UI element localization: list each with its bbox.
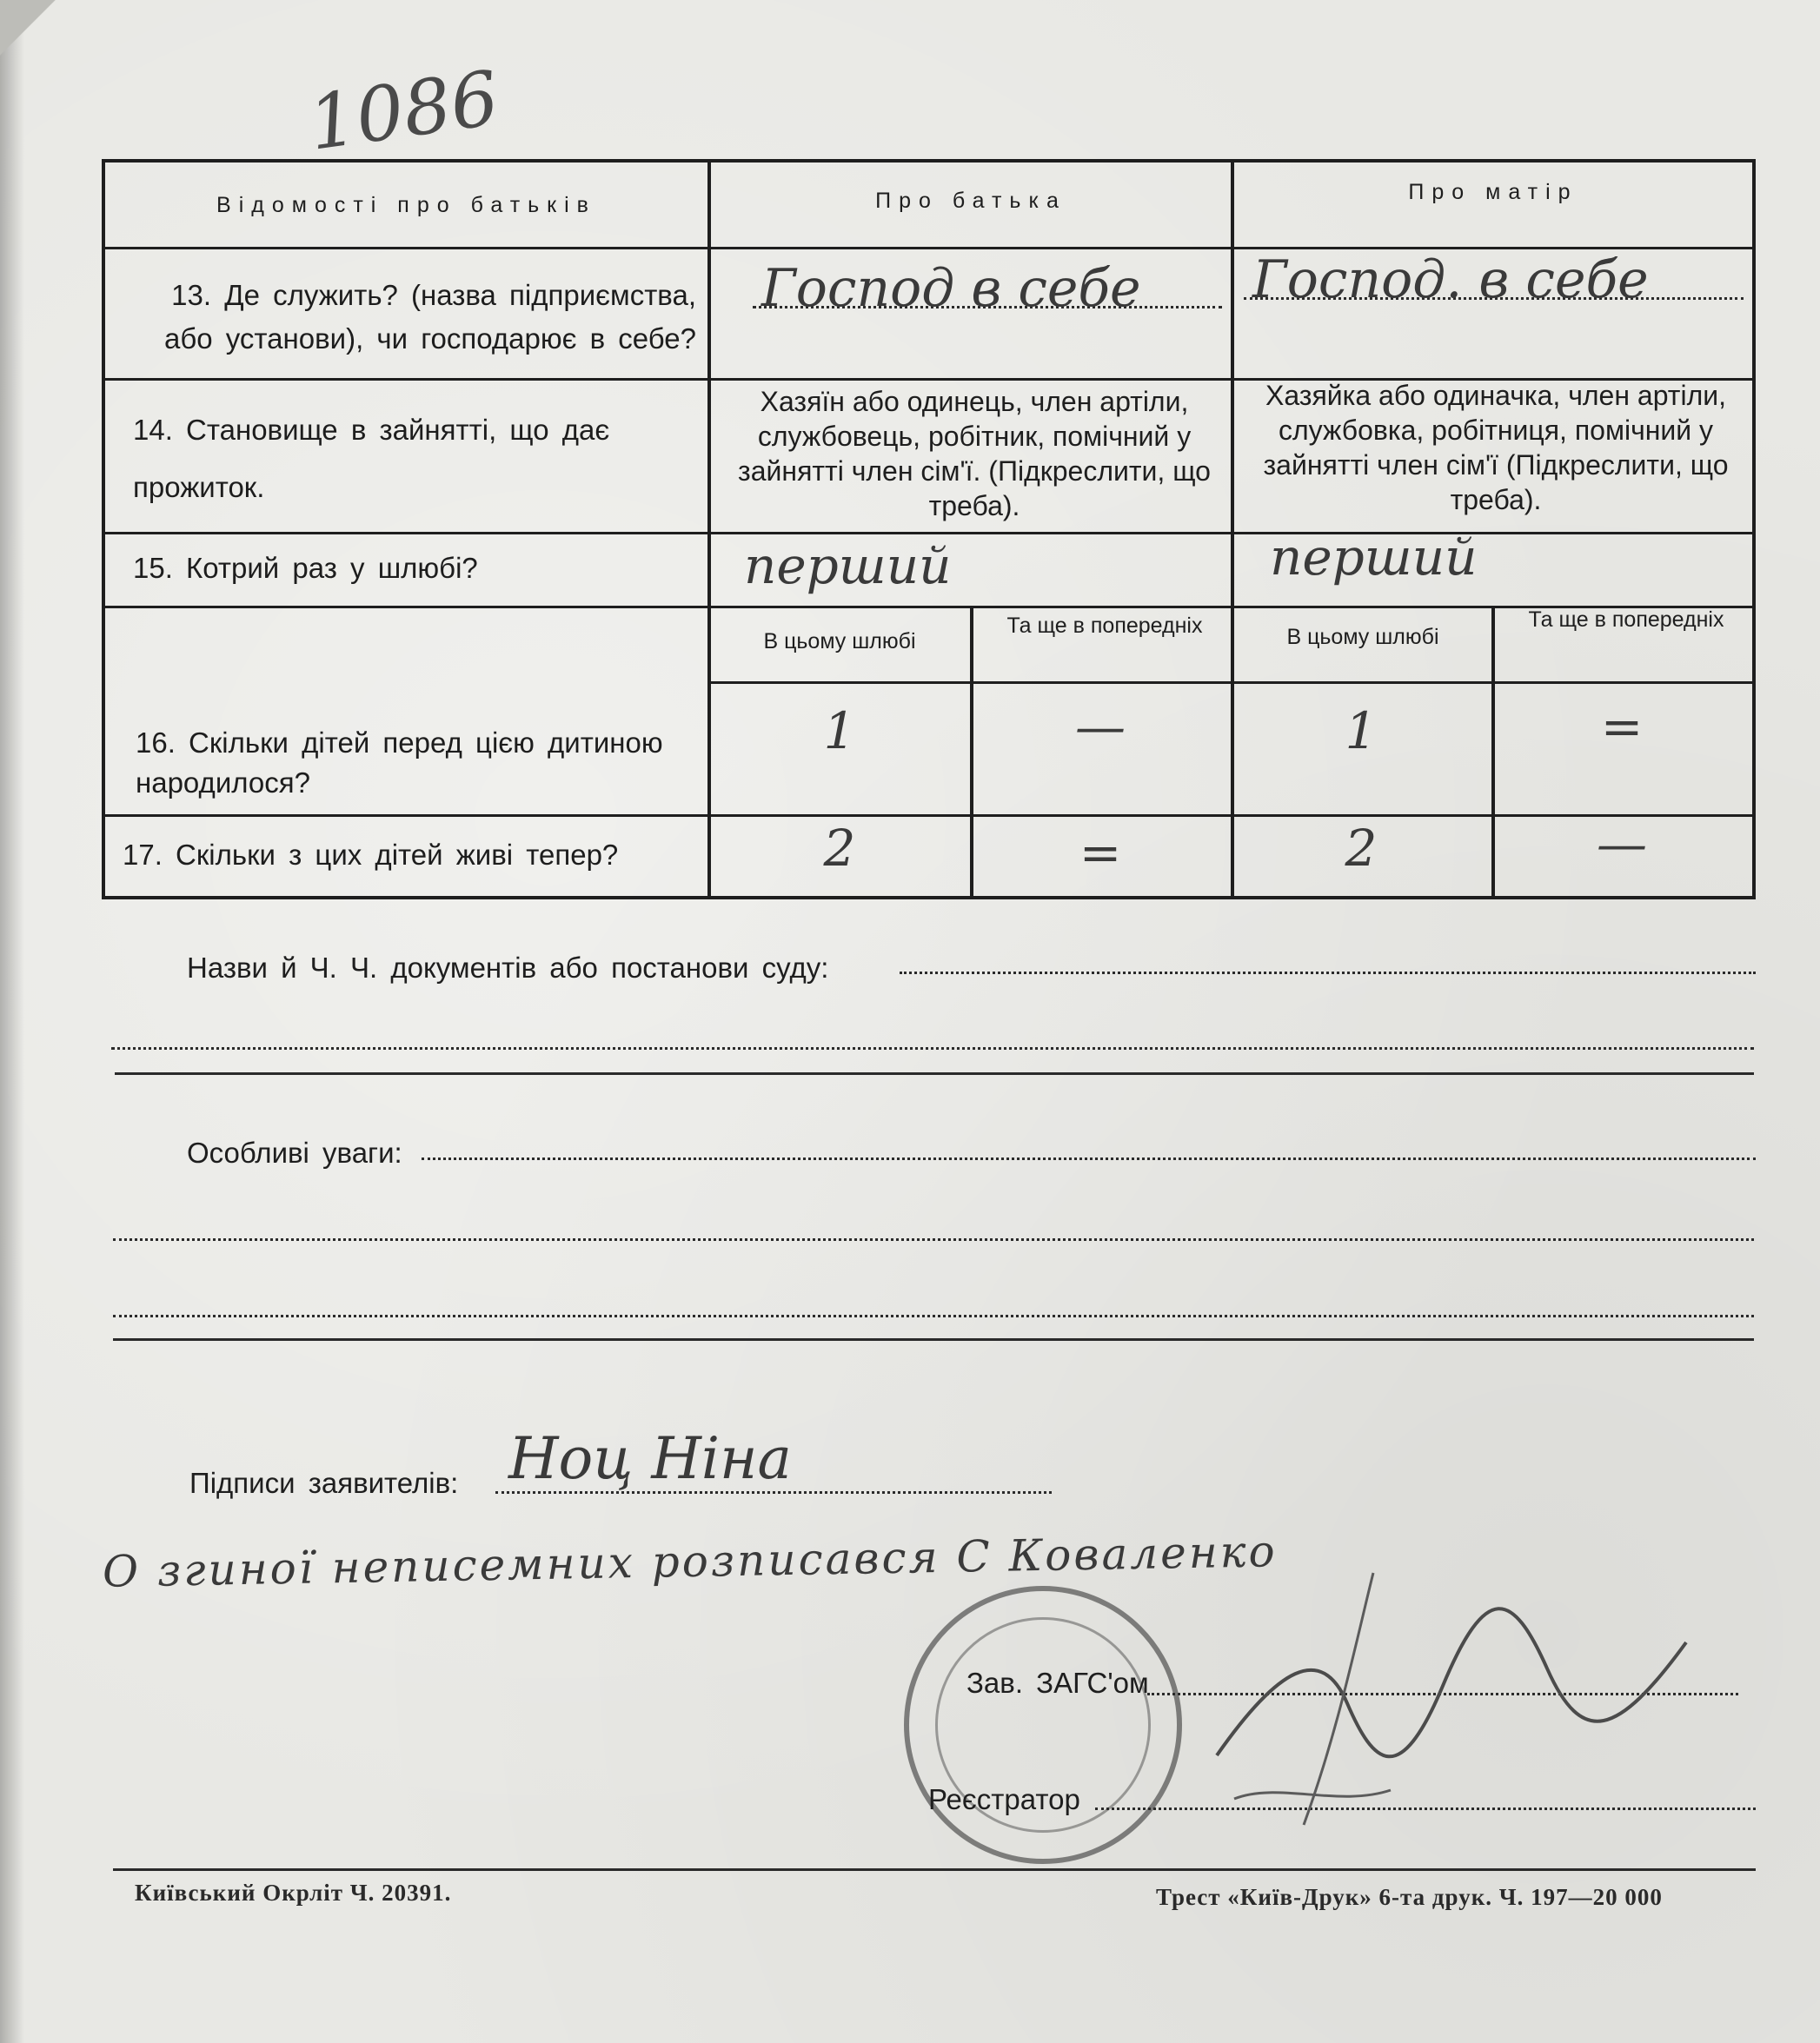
question-13: 13. Де служить? (назва підприємства, або установи), чи господарює в себе? [164,279,696,355]
column-divider [1491,606,1495,897]
father-workplace-answer: Господ в себе [761,258,1141,319]
mother-marriage-count-answer: перший [1270,527,1478,587]
father-marriage-count-answer: перший [744,536,952,595]
mother-children-this-marriage: 1 [1345,701,1378,760]
documents-input-line-2[interactable] [111,1047,1754,1050]
printer-note-right: Трест «Київ-Друк» 6-та друк. Ч. 197—20 000 [1156,1884,1663,1910]
documents-label: Назви й Ч. Ч. документів або постанови суду: [187,952,829,984]
mother-children-alive-this-marriage: 2 [1345,819,1378,878]
row-divider [105,606,1752,608]
printer-note-left: Київський Окрліт Ч. 20391. [135,1880,452,1906]
question-14: 14. Становище в зайнятті, що дає прожиток. [133,414,610,503]
subheader-mother-previous: Та ще в попередніх [1528,607,1724,632]
applicant-signature: Ноц Ніна [508,1425,792,1492]
folded-corner [0,0,61,61]
illiteracy-note: О згиної неписемних розписався С Коваленко [102,1526,1279,1597]
header-mother: Про матір [1408,180,1578,204]
father-children-previous: — [1075,697,1126,756]
notes-input-line-2[interactable] [113,1238,1754,1241]
notes-input-line[interactable] [422,1157,1756,1160]
parents-info-table [102,159,1756,899]
father-children-alive-this-marriage: 2 [823,819,856,878]
notes-input-line-3[interactable] [113,1315,1754,1317]
father-children-alive-previous: = [1079,823,1122,882]
subheader-mother-this-marriage: В цьому шлюбі [1286,625,1439,649]
question-16: 16. Скільки дітей перед цією дитиною народилося? [136,726,663,799]
page-edge-shadow [0,0,24,2043]
header-info: Відомості про батьків [216,193,596,217]
signature-stroke [1217,1609,1686,1756]
mother-workplace-answer: Господ. в себе [1252,249,1649,310]
column-divider [1231,163,1234,897]
official-stamp [904,1586,1182,1864]
mother-children-previous: = [1600,697,1644,756]
subheader-father-this-marriage: В цьому шлюбі [763,629,916,653]
column-divider [970,606,973,897]
signatures-label: Підписи заявителів: [189,1467,459,1499]
zags-head-label: Зав. ЗАГС'ом [966,1667,1149,1699]
official-signature-scribble [1199,1538,1738,1868]
mother-occupation-options: Хазяйка або одиначка, член артіли, службовка, робітниця, помічний у зайнятті член сім'ї (Підкреслити, що треба). [1263,380,1729,515]
row-divider [105,532,1752,534]
question-17: 17. Скільки з цих дітей живі тепер? [123,839,619,871]
column-divider [707,163,711,897]
header-father: Про батька [875,189,1066,213]
registrar-label: Реєстратор [928,1783,1080,1815]
section-rule [115,1072,1754,1075]
footer-rule [113,1868,1756,1871]
father-children-this-marriage: 1 [823,701,856,760]
question-15: 15. Котрий раз у шлюбі? [133,552,478,584]
subheader-father-previous: Та ще в попередніх [1006,614,1203,638]
notes-label: Особливі уваги: [187,1137,402,1169]
section-rule [113,1338,1754,1341]
documents-input-line[interactable] [900,972,1756,974]
father-occupation-options: Хазяїн або одинець, член артіли, службовець, робітник, помічний у зайнятті член сім'ї. (Підкреслити, що треба). [738,386,1211,521]
mother-children-alive-previous: — [1597,814,1647,873]
signature-stroke [1304,1573,1373,1825]
handwritten-reference-number: 1086 [303,55,504,168]
